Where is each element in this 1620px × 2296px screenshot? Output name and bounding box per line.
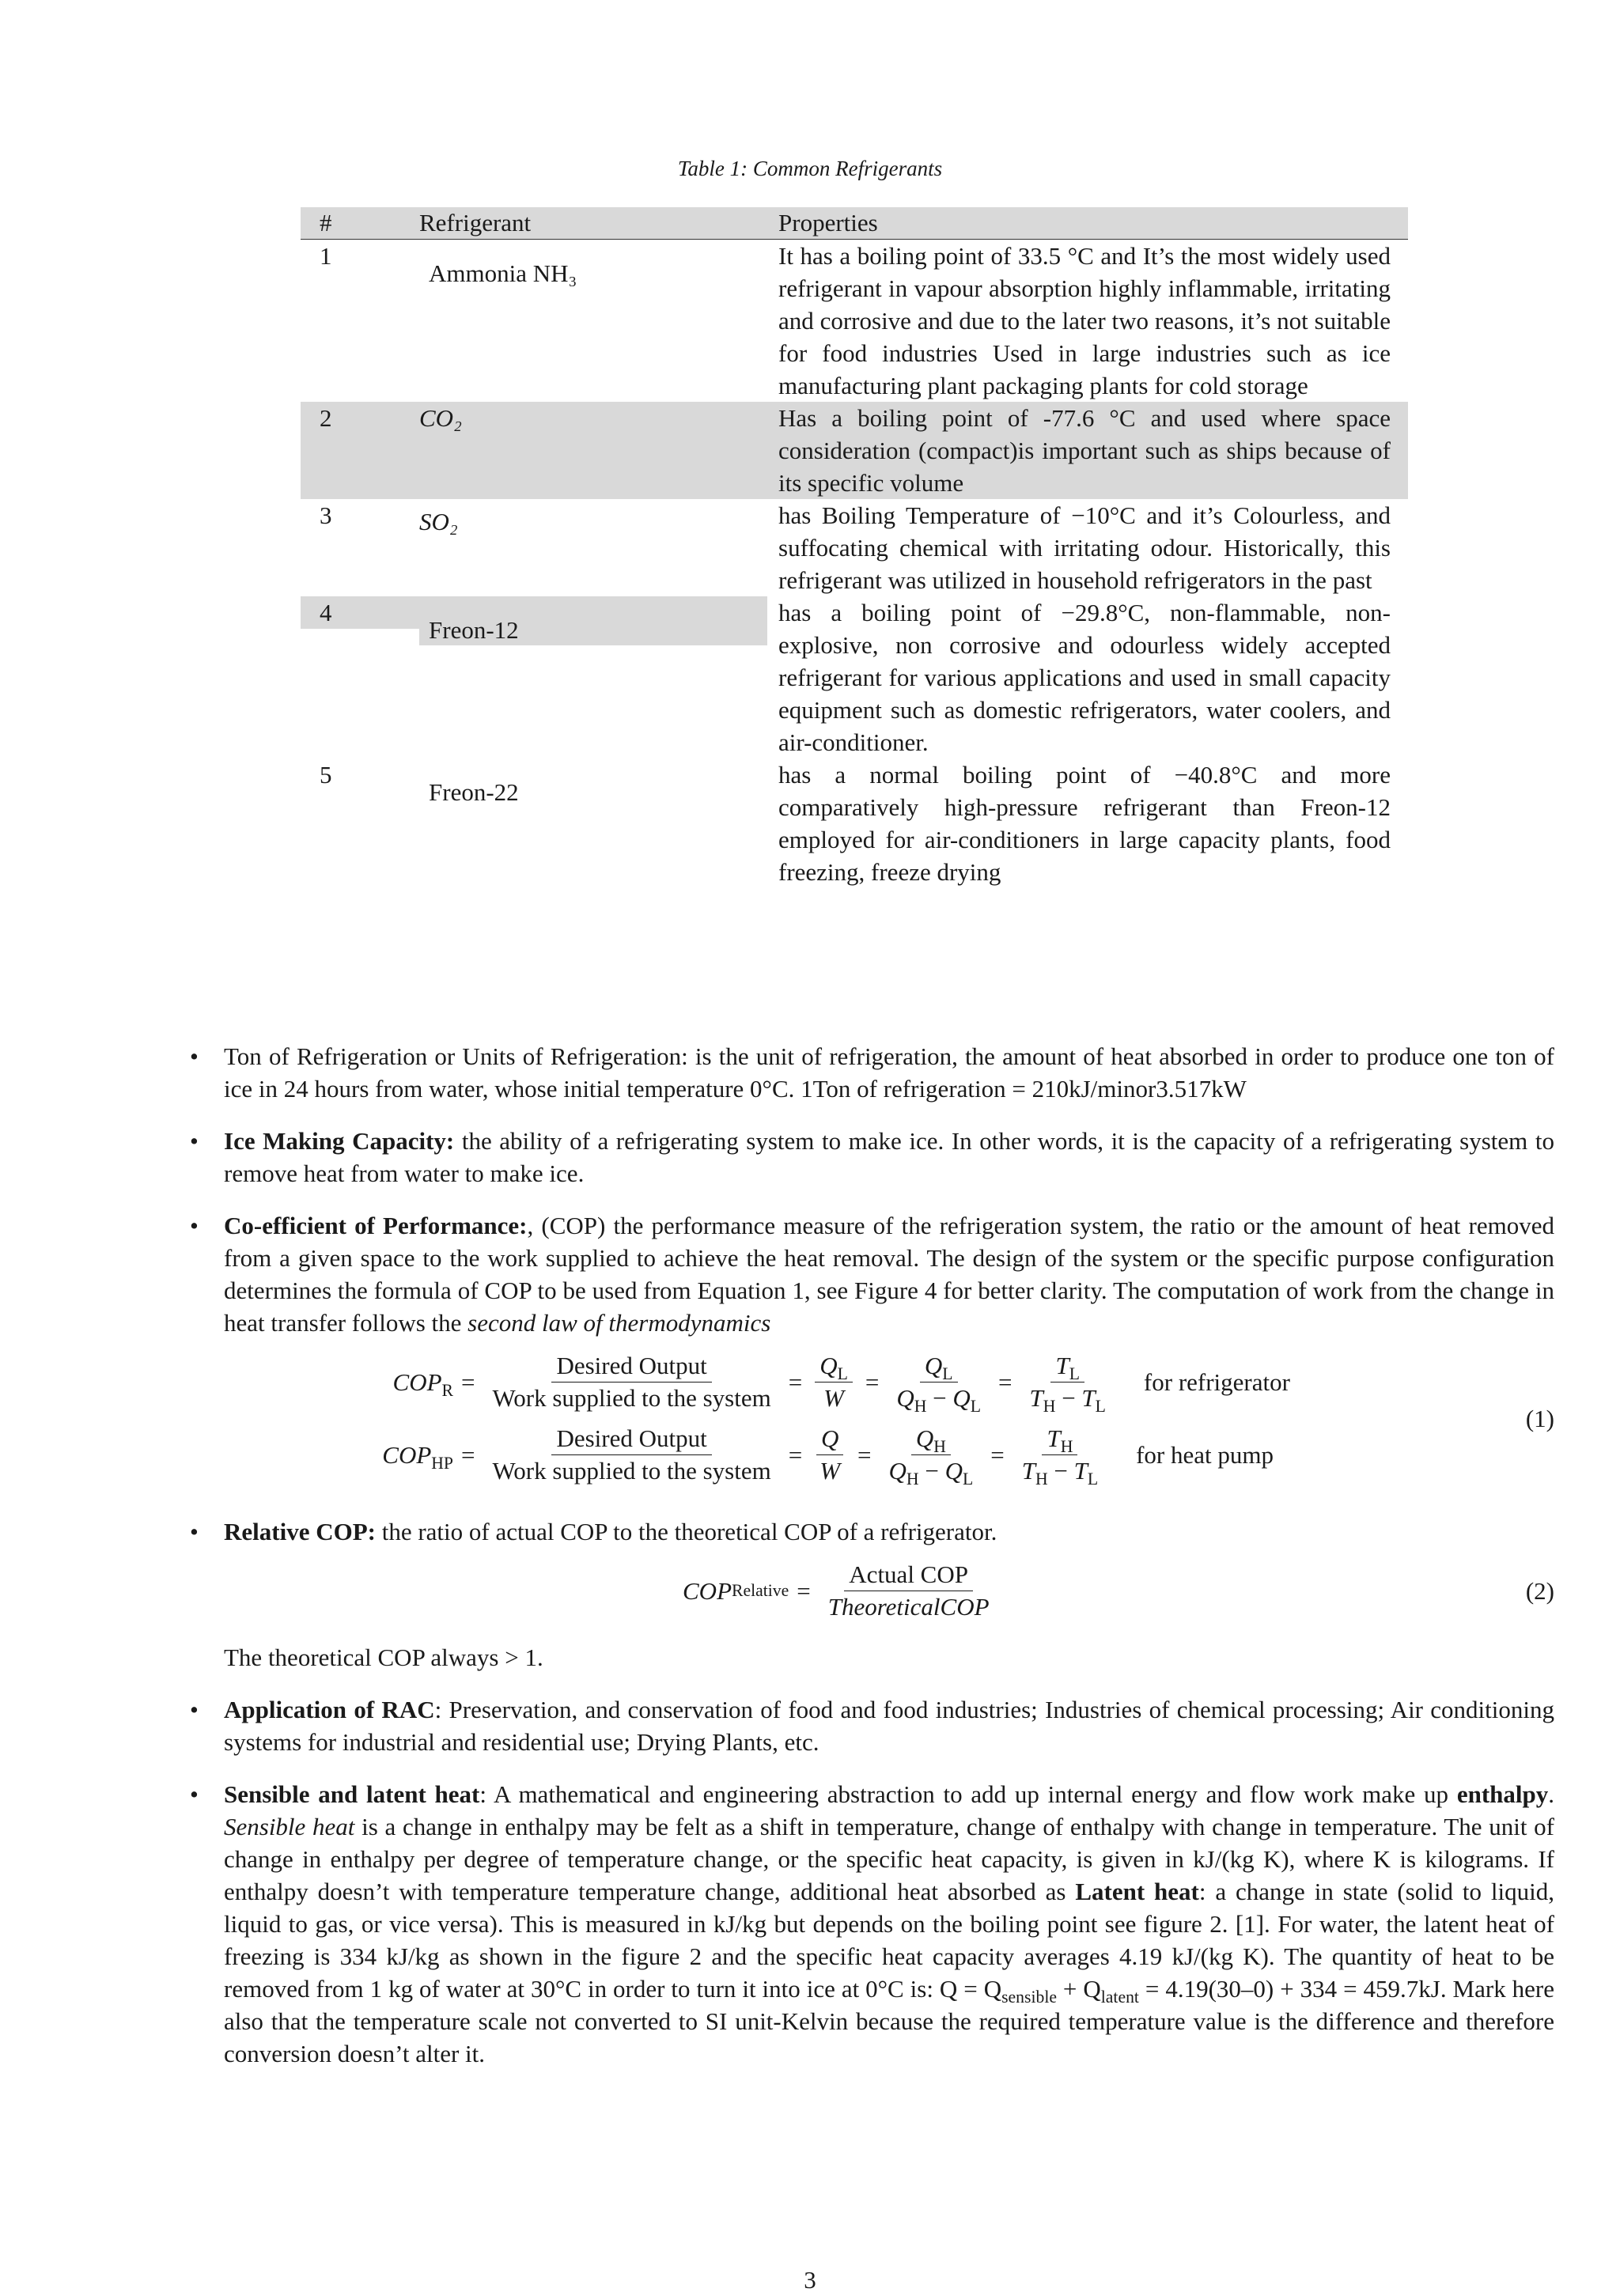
row-refrigerant — [419, 758, 767, 888]
denominator: Work supplied to the system — [492, 1456, 771, 1485]
fraction: $\frac{Q_L}{Q_H - Q_L}$ — [896, 1351, 982, 1416]
bullet-label: Sensible and latent heat — [224, 1780, 480, 1808]
row-num: 3 — [320, 501, 332, 529]
row-num: 1 — [320, 242, 332, 270]
row-num — [301, 596, 419, 758]
bullet-italic: Sensible heat — [224, 1813, 355, 1840]
equation-number: (1) — [1525, 1405, 1554, 1432]
bullet-list — [190, 1040, 1554, 2070]
fraction — [487, 1423, 775, 1487]
row-properties: Has a boiling point of -77.6 °C and used where space consideration (compact)is important such as ships because of its specific volume — [767, 402, 1408, 499]
bullet-label: Co-efficient of Performance: — [224, 1212, 528, 1239]
header-properties: Properties — [767, 207, 1408, 240]
row-refrigerant — [419, 240, 767, 403]
table-caption: Table 1: Common Refrigerants — [677, 157, 943, 180]
row-properties: has a boiling point of −29.8°C, non-flammable, non-explosive, non corrosive and odourless widely accepted refrigerant for various applications and used in small capacity equipment such as domestic refrigerators, water coolers, and air-conditioner. — [778, 599, 1391, 756]
refrigerant-name: SO₂ — [419, 508, 458, 535]
fraction — [815, 1350, 853, 1414]
numerator: Desired Output — [551, 1423, 711, 1455]
main-content — [190, 1040, 1554, 2090]
bullet-relative-cop — [190, 1515, 1554, 1674]
refrigerant-name: CO₂ — [419, 404, 462, 432]
denominator: W — [823, 1383, 844, 1412]
bullet-application-rac — [190, 1693, 1554, 1758]
bullet-text: : a change in state (solid to liquid, liquid to gas, or vice versa). This is measured in kJ/kg but depends on the boiling point see figure 2. [1]. For water, the latent heat of freezing is 334 kJ/kg as shown in the figure 2 and the specific heat capacity averages 4.19 kJ/(kg K). The quantity of heat to be removed from 1 kg of water at 30°C in order to turn it into ice at 0°C is: Q = Q — [224, 1878, 1554, 2003]
bullet-label: Relative COP: — [224, 1518, 376, 1545]
bullet-text: = 4.19(30–0) + 334 = 459.7kJ. Mark here also that the temperature scale not converted to SI unit-Kelvin because the required temperature value is the difference and therefore conversion doesn’t alter it. — [224, 1975, 1555, 2067]
sub: L — [837, 1364, 848, 1383]
bullet-sub: latent — [1100, 1988, 1139, 2007]
header-refrigerant: Refrigerant — [419, 207, 767, 240]
numerator: Q — [820, 1424, 839, 1452]
numerator: Q — [924, 1351, 943, 1379]
bullet-text: The theoretical COP always > 1. — [224, 1644, 543, 1671]
bullet-text: : Preservation, and conservation of food and food industries; Industries of chemical processing; Air conditioning systems for industrial and residential use; Drying Plants, etc. — [224, 1696, 1555, 1756]
numerator: Q — [915, 1424, 934, 1452]
eq-lhs-sub: R — [441, 1380, 453, 1400]
row-refrigerant — [419, 499, 767, 596]
fraction: $\frac{Q_H}{Q_H - Q_L}$ — [888, 1424, 974, 1488]
numerator: T — [1047, 1424, 1061, 1452]
table-row — [301, 596, 1408, 758]
bullet-text: + Q — [1056, 1975, 1101, 2003]
sub: L — [942, 1364, 953, 1383]
bullet-text: the ratio of actual COP to the theoretical COP of a refrigerator. — [375, 1518, 997, 1545]
table-row — [301, 240, 1408, 403]
equation-cop-relative: COP Relative = $\frac{\text{Actual COP}}{\text{TheoreticalCOP}}$ — [683, 1554, 999, 1627]
bullet-ton-of-refrigeration — [190, 1040, 1554, 1105]
table-header-row — [301, 207, 1408, 240]
numerator: T — [1055, 1351, 1069, 1379]
fraction — [815, 1423, 845, 1487]
fraction — [823, 1559, 994, 1623]
fraction: $\frac{T_H}{T_H - T_L}$ — [1021, 1424, 1099, 1488]
fraction — [487, 1350, 775, 1414]
bullet-label: Ice Making Capacity: — [224, 1127, 455, 1155]
bullet-sensible-latent-heat — [190, 1778, 1554, 2070]
row-properties: has a normal boiling point of −40.8°C and more comparatively high-pressure refrigerant than Freon-12 employed for air-conditioners in large capacity plants, food freezing, freeze drying — [778, 761, 1391, 886]
bullet-bold: enthalpy — [1456, 1780, 1549, 1808]
equation-cop-r: $COP_R$ = $\frac{\text{Desired Output}}{\text{Work supplied to the system}}$ = $\frac{Q_L}{W}$ = $\frac{Q_L}{Q_H - Q_L}$ = $\frac{T_L}{T_H - T_L}$ for refrigerator — [392, 1351, 1290, 1416]
refrigerant-name: Freon-22 — [429, 778, 519, 806]
bullet-text: is a change in enthalpy may be felt as a shift in temperature, change of enthalpy with change in temperature. The unit of change in enthalpy per degree of temperature change, or the specific heat capacity, is given in kJ/(kg K), where K is kilograms. If enthalpy doesn’t with temperature temperature change, additional heat absorbed as — [224, 1813, 1554, 1905]
numerator: Actual COP — [844, 1559, 973, 1591]
page-number: 3 — [804, 2266, 816, 2294]
table-row — [301, 499, 1408, 596]
bullet-ice-making — [190, 1125, 1554, 1190]
bullet-text: Ton of Refrigeration or Units of Refrigeration: is the unit of refrigeration, the amount of heat absorbed in order to produce one ton of ice in 24 hours from water, whose initial temperature 0°C. 1Ton of refrigeration = 210kJ/minor3.517kW — [224, 1042, 1554, 1103]
refrigerant-name: Ammonia NH₃ — [429, 259, 577, 287]
refrigerant-name: Freon-12 — [419, 596, 767, 645]
bullet-text: : A mathematical and engineering abstraction to add up internal energy and flow work make up — [479, 1780, 1457, 1808]
numerator: Q — [819, 1351, 838, 1379]
eq-note: for refrigerator — [1143, 1367, 1290, 1396]
equation-2 — [224, 1554, 1554, 1633]
row-properties: It has a boiling point of 33.5 °C and It’s the most widely used refrigerant in vapour absorption highly inflammable, irritating and corrosive and due to the later two reasons, it’s not suitable for food industries Used in large industries such as ice manufacturing plant packaging plants for cold storage — [778, 242, 1391, 399]
row-num-shade: 4 — [301, 596, 419, 629]
table-row — [301, 402, 1408, 499]
bullet-cop — [190, 1209, 1554, 1496]
bullet-bold: Latent heat — [1075, 1878, 1199, 1905]
eq-note: for heat pump — [1136, 1440, 1274, 1469]
table-row — [301, 758, 1408, 888]
bullet-italic: second law of thermodynamics — [467, 1309, 771, 1337]
eq-lhs: COP — [683, 1576, 732, 1605]
eq-lhs: COP — [392, 1367, 442, 1396]
denominator: Work supplied to the system — [492, 1383, 771, 1412]
bullet-text: the ability of a refrigerating system to make ice. In other words, it is the capacity of a refrigerating system to remove heat from water to make ice. — [224, 1127, 1554, 1187]
refrigerants-table — [301, 207, 1408, 888]
bullet-label: Application of RAC — [224, 1696, 435, 1723]
numerator: Desired Output — [551, 1350, 711, 1383]
bullet-text: . — [1548, 1780, 1554, 1808]
fraction: $\frac{T_L}{T_H - T_L}$ — [1029, 1351, 1106, 1416]
bullet-sub: sensible — [1001, 1988, 1057, 2007]
denominator: W — [819, 1456, 841, 1485]
row-properties: has Boiling Temperature of −10°C and it’s Colourless, and suffocating chemical with irritating odour. Historically, this refrigerant was utilized in household refrigerators in the past — [778, 501, 1391, 594]
denominator: TheoreticalCOP — [827, 1592, 990, 1621]
eq-lhs-sub: HP — [431, 1453, 453, 1473]
eq-lhs: COP — [382, 1440, 432, 1469]
equation-number: (2) — [1525, 1577, 1554, 1605]
row-refrigerant — [419, 402, 767, 499]
row-num: 2 — [301, 402, 419, 499]
equation-cop-hp: $COP_{HP}$ = $\frac{\text{Desired Output}}{\text{Work supplied to the system}}$ = $\frac{Q}{W}$ = $\frac{Q_H}{Q_H - Q_L}$ = $\frac{T_H}{T_H - T_L}$ for heat pump — [382, 1424, 1274, 1488]
equation-1 — [224, 1345, 1554, 1496]
sub: H — [933, 1436, 946, 1456]
header-num: # — [301, 207, 419, 240]
row-refrigerant — [419, 596, 767, 758]
bullet-text: , (COP) the performance measure of the refrigeration system, the ratio or the amount of heat removed from a given space to the work supplied to achieve the heat removal. The design of the system or the specific purpose configuration determines the formula of COP to be used from Equation 1, see Figure 4 for better clarity. The computation of work from the change in heat transfer follows the — [224, 1212, 1554, 1337]
row-num: 5 — [320, 761, 332, 789]
